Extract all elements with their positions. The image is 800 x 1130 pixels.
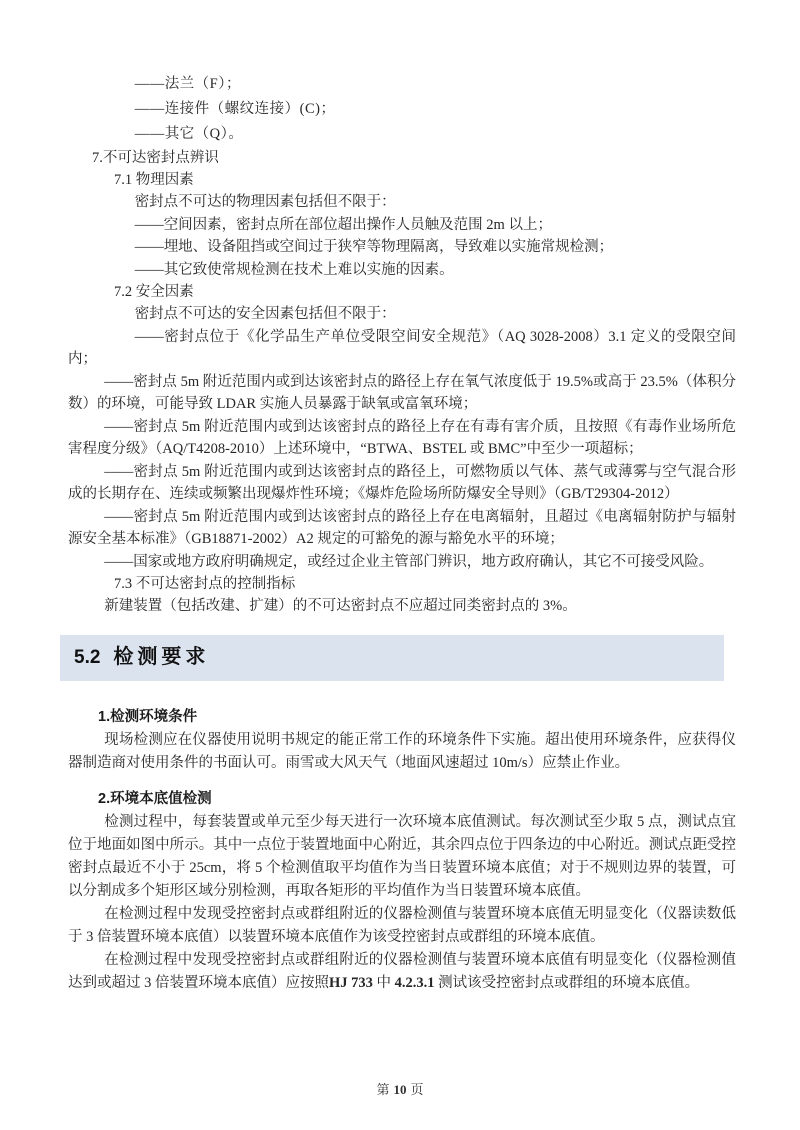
- page-number: 10: [393, 1082, 407, 1097]
- section-7-1-item: ——其它致使常规检测在技术上难以实施的因素。: [134, 261, 454, 278]
- subsection-2-paragraph-1: 检测过程中，每套装置或单元至少每天进行一次环境本底值测试。每次测试至少取 5 点，测试点宜位于地面如图中所示。其中一点位于装置地面中心附近，其余四点位于四条边的中心附近。测试点距受控密封点最近不小于 25cm，将 5 个检测值取平均值作为当日装置环境本底值；对于不规则边界的装置，可以分割成多个矩形区域分别检测，再取各矩形的平均值作为当日装置环境本底值。: [68, 813, 736, 899]
- section-7-2-item: ——国家或地方政府明确规定，或经过企业主管部门辨识，地方政府确认，其它不可接受风险。: [104, 553, 714, 570]
- section-7-2-item: ——密封点 5m 附近范围内或到达该密封点的路径上存在电离辐射，且超过《电离辐射防护与辐射源安全基本标准》（GB18871-2002）A2 规定的可豁免的源与豁免水平的环境；: [68, 508, 736, 547]
- section-7-heading: 7.不可达密封点辨识: [92, 150, 219, 166]
- standard-reference-hj733: HJ 733: [329, 974, 373, 991]
- subsection-1-heading: 1.检测环境条件: [98, 708, 198, 725]
- subsection-2-paragraph-3: [68, 949, 736, 995]
- section-7-1-intro: 密封点不可达的物理因素包括但不限于：: [134, 194, 396, 210]
- section-7-2-intro: 密封点不可达的安全因素包括但不限于：: [134, 306, 396, 322]
- section-7-2-heading: 7.2 安全因素: [114, 284, 194, 300]
- section-7-1-item: ——埋地、设备阻挡或空间过于狭窄等物理隔离，导致难以实施常规检测；: [134, 239, 614, 255]
- footer-prefix: 第: [376, 1082, 390, 1097]
- section-5-2-header-band: [60, 635, 724, 681]
- subsection-2-paragraph-2: 在检测过程中发现受控密封点或群组附近的仪器检测值与装置环境本底值无明显变化（仪器读数低于 3 倍装置环境本底值）以装置环境本底值作为该受控密封点或群组的环境本底值。: [68, 905, 736, 945]
- subsection-2-heading: 2.环境本底值检测: [98, 790, 212, 807]
- section-5-2-title: 检测要求: [113, 646, 210, 668]
- footer-suffix: 页: [410, 1082, 424, 1097]
- paragraph-text: 中: [372, 974, 395, 991]
- section-7-2-item: ——密封点 5m 附近范围内或到达该密封点的路径上存在氧气浓度低于 19.5%或高于 23.5%（体积分数）的环境，可能导致 LDAR 实施人员暴露于缺氧或富氧环境；: [68, 373, 736, 412]
- section-7-2-item: ——密封点 5m 附近范围内或到达该密封点的路径上存在有毒有害介质，且按照《有毒作业场所危害程度分级》（AQ/T4208-2010）上述环境中，“BTWA、BSTEL 或 BMC”中至少一项超标；: [68, 418, 736, 457]
- section-7-3-body: 新建装置（包括改建、扩建）的不可达密封点不应超过同类密封点的 3%。: [104, 598, 577, 614]
- seal-type-item-connector: ——连接件（螺纹连接）(C)；: [134, 101, 336, 117]
- seal-type-item-flange: ——法兰（F）；: [134, 76, 242, 92]
- clause-reference-4231: 4.2.3.1: [394, 974, 435, 991]
- page-footer: [0, 1079, 800, 1098]
- section-7-1-heading: 7.1 物理因素: [114, 172, 194, 188]
- paragraph-text: 测试该受控密封点或群组的环境本底值。: [434, 974, 700, 991]
- section-7-2-item: ——密封点 5m 附近范围内或到达该密封点的路径上，可燃物质以气体、蒸气或薄雾与空气混合形成的长期存在、连续或频繁出现爆炸性环境；《爆炸危险场所防爆安全导则》（GB/T29304-2012）: [68, 463, 736, 502]
- paragraph-text: 在检测过程中发现受控密封点或群组附近的仪器检测值与装置环境本底值有明显变化（仪器检测值达到或超过 3 倍装置环境本底值）应按照: [68, 951, 736, 991]
- section-5-2-number: 5.2: [74, 647, 101, 668]
- section-7-2-item: ——密封点位于《化学品生产单位受限空间安全规范》（AQ 3028-2008）3.1 定义的受限空间内；: [68, 328, 736, 367]
- section-7-1-item: ——空间因素，密封点所在部位超出操作人员触及范围 2m 以上；: [134, 216, 552, 233]
- subsection-1-body: 现场检测应在仪器使用说明书规定的能正常工作的环境条件下实施。超出使用环境条件，应获得仪器制造商对使用条件的书面认可。雨雪或大风天气（地面风速超过 10m/s）应禁止作业。: [68, 731, 736, 771]
- section-7-3-heading: 7.3 不可达密封点的控制指标: [114, 576, 296, 592]
- seal-type-item-other: ——其它（Q）。: [134, 126, 244, 142]
